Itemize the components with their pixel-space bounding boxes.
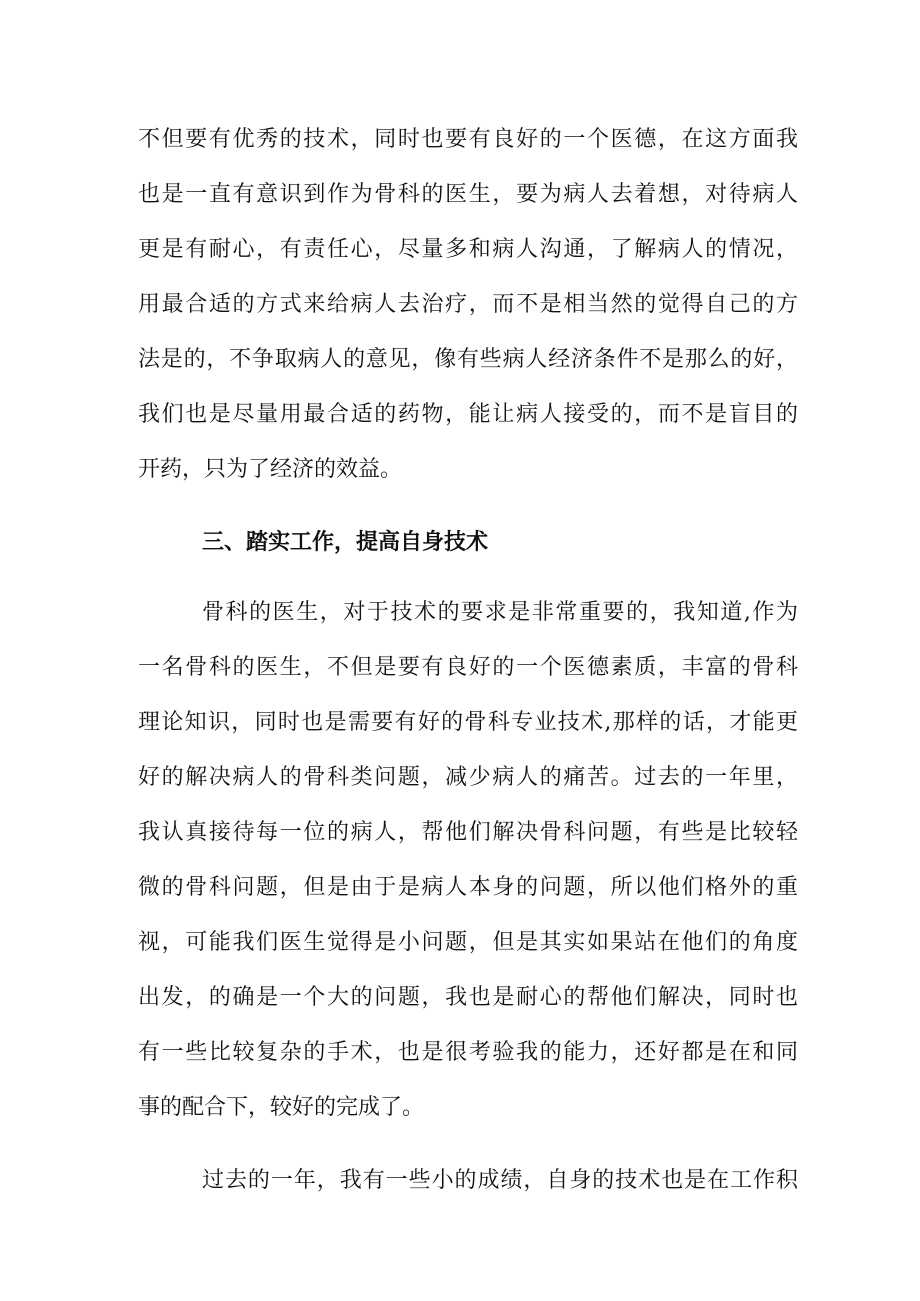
paragraph-2-line-1: 骨科的医生，对于技术的要求是非常重要的，我知道,作为	[202, 600, 798, 625]
paragraph-2-line-5: 我认真接待每一位的病人，帮他们解决骨科问题，有些是比较轻	[138, 820, 798, 845]
paragraph-1-line-5: 法是的，不争取病人的意见，像有些病人经济条件不是那么的好，	[138, 347, 798, 372]
paragraph-1-line-2: 也是一直有意识到作为骨科的医生，要为病人去着想，对待病人	[138, 182, 798, 207]
paragraph-2-line-2: 一名骨科的医生，不但是要有良好的一个医德素质，丰富的骨科	[138, 655, 798, 680]
paragraph-1-line-7: 开药，只为了经济的效益。	[138, 457, 403, 482]
paragraph-2-line-6: 微的骨科问题，但是由于是病人本身的问题，所以他们格外的重	[138, 875, 798, 900]
paragraph-1-line-3: 更是有耐心，有责任心，尽量多和病人沟通，了解病人的情况，	[138, 237, 798, 262]
paragraph-1-line-1: 不但要有优秀的技术，同时也要有良好的一个医德，在这方面我	[138, 127, 798, 152]
paragraph-2-line-7: 视，可能我们医生觉得是小问题，但是其实如果站在他们的角度	[138, 930, 798, 955]
paragraph-1-line-6: 我们也是尽量用最合适的药物，能让病人接受的，而不是盲目的	[138, 402, 798, 427]
paragraph-2-line-8: 出发，的确是一个大的问题，我也是耐心的帮他们解决，同时也	[138, 985, 798, 1010]
paragraph-1-line-4: 用最合适的方式来给病人去治疗，而不是相当然的觉得自己的方	[138, 292, 798, 317]
section-heading-3: 三、踏实工作，提高自身技术	[202, 530, 489, 555]
paragraph-2-line-4: 好的解决病人的骨科类问题，减少病人的痛苦。过去的一年里，	[138, 765, 798, 790]
paragraph-2-line-3: 理论知识，同时也是需要有好的骨科专业技术,那样的话，才能更	[138, 710, 798, 735]
paragraph-2-line-10: 事的配合下，较好的完成了。	[138, 1095, 425, 1120]
paragraph-3-line-1: 过去的一年，我有一些小的成绩，自身的技术也是在工作积	[202, 1168, 798, 1193]
paragraph-2-line-9: 有一些比较复杂的手术，也是很考验我的能力，还好都是在和同	[138, 1040, 798, 1065]
